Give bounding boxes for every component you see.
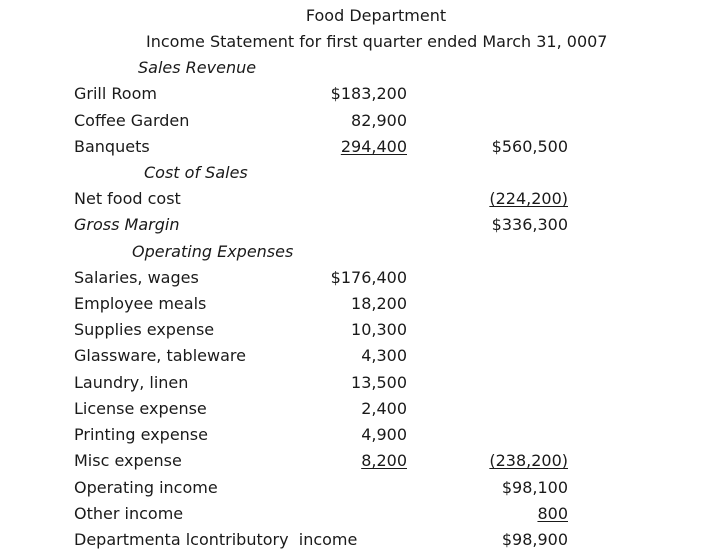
total-sales-revenue: $560,500 bbox=[491, 137, 568, 156]
row-label-supplies-expense: Supplies expense bbox=[74, 320, 215, 339]
amount-salaries-wages: $176,400 bbox=[330, 268, 407, 287]
row-label-employee-meals: Employee meals bbox=[74, 294, 207, 313]
row-label-gross-margin: Gross Margin bbox=[74, 215, 180, 234]
amount-misc-expense: 8,200 bbox=[361, 451, 407, 470]
amount-glassware-tableware: 4,300 bbox=[361, 346, 407, 365]
amount-grill-room: $183,200 bbox=[330, 84, 407, 103]
statement-subtitle: Income Statement for first quarter ended March 31, 0007 bbox=[146, 32, 608, 51]
amount-supplies-expense: 10,300 bbox=[351, 320, 407, 339]
amount-banquets: 294,400 bbox=[340, 137, 407, 156]
amount-employee-meals: 18,200 bbox=[351, 294, 407, 313]
row-label-laundry-linen: Laundry, linen bbox=[74, 373, 189, 392]
total-other-income: 800 bbox=[537, 504, 568, 523]
row-label-banquets: Banquets bbox=[74, 137, 150, 156]
amount-coffee-garden: 82,900 bbox=[351, 111, 407, 130]
section-heading-cost-of-sales: Cost of Sales bbox=[144, 163, 248, 182]
row-label-glassware-tableware: Glassware, tableware bbox=[74, 346, 246, 365]
row-label-operating-income: Operating income bbox=[74, 478, 218, 497]
amount-laundry-linen: 13,500 bbox=[351, 373, 407, 392]
total-operating-expenses: (238,200) bbox=[489, 451, 568, 470]
total-departmental-income: $98,900 bbox=[501, 530, 568, 549]
total-gross-margin: $336,300 bbox=[491, 215, 568, 234]
row-label-net-food-cost: Net food cost bbox=[74, 189, 181, 208]
amount-printing-expense: 4,900 bbox=[361, 425, 407, 444]
section-heading-sales-revenue: Sales Revenue bbox=[138, 58, 257, 77]
row-label-other-income: Other income bbox=[74, 504, 184, 523]
row-label-salaries-wages: Salaries, wages bbox=[74, 268, 199, 287]
row-label-departmental-income: Departmenta lcontributory income bbox=[74, 530, 358, 549]
row-label-license-expense: License expense bbox=[74, 399, 207, 418]
total-net-food-cost: (224,200) bbox=[489, 189, 568, 208]
row-label-printing-expense: Printing expense bbox=[74, 425, 208, 444]
section-heading-operating-expenses: Operating Expenses bbox=[132, 242, 294, 261]
row-label-grill-room: Grill Room bbox=[74, 84, 157, 103]
row-label-coffee-garden: Coffee Garden bbox=[74, 111, 190, 130]
total-operating-income: $98,100 bbox=[501, 478, 568, 497]
page-title: Food Department bbox=[305, 6, 447, 25]
amount-license-expense: 2,400 bbox=[361, 399, 407, 418]
row-label-misc-expense: Misc expense bbox=[74, 451, 182, 470]
